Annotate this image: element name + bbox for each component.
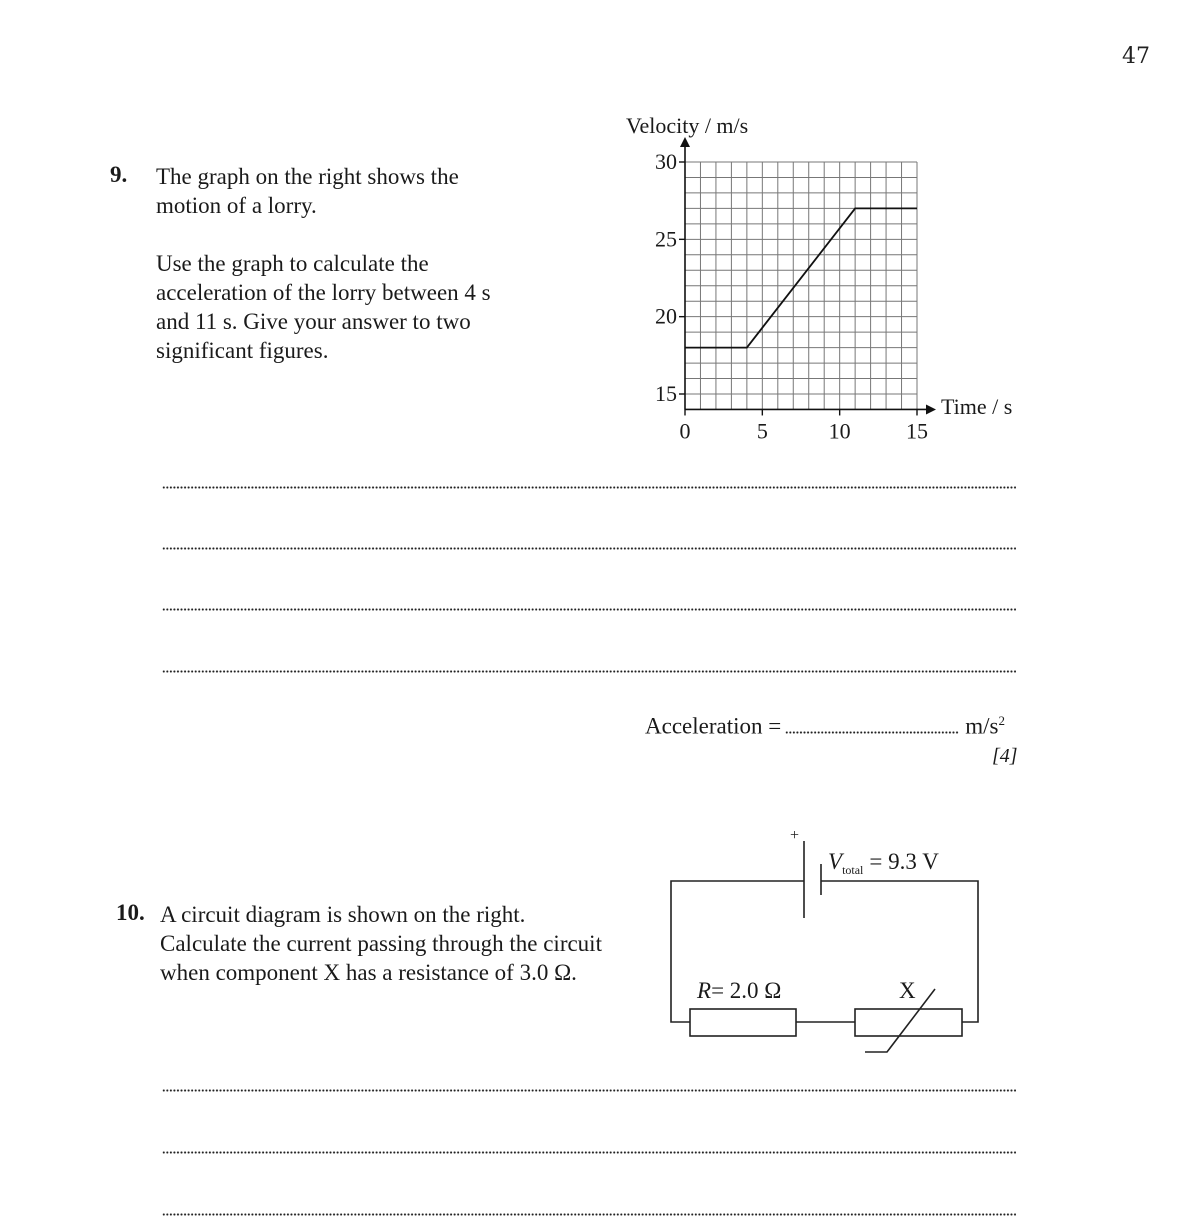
question-10-text bbox=[160, 900, 640, 987]
svg-text:15: 15 bbox=[906, 418, 928, 444]
svg-text:10: 10 bbox=[828, 418, 851, 444]
voltage-symbol: V bbox=[828, 849, 843, 874]
velocity-line bbox=[685, 208, 917, 347]
page-number: 47 bbox=[1122, 44, 1150, 69]
question-10-line-1: A circuit diagram is shown on the right. bbox=[160, 902, 526, 927]
voltage-subscript: total bbox=[842, 863, 864, 877]
question-10-line-3: when component X has a resistance of 3.0 Ω. bbox=[160, 960, 577, 985]
answer-line-q9-2[interactable] bbox=[162, 547, 1016, 550]
graph-axes bbox=[680, 137, 936, 414]
resistor-r bbox=[690, 1009, 796, 1036]
answer-line-q9-3[interactable] bbox=[162, 608, 1016, 611]
answer-line-q10-1[interactable] bbox=[162, 1089, 1016, 1092]
svg-text:25: 25 bbox=[655, 226, 677, 252]
graph-grid bbox=[685, 162, 917, 409]
resistor-value: = 2.0 Ω bbox=[711, 978, 782, 1003]
voltage-label bbox=[828, 849, 939, 877]
svg-text:15: 15 bbox=[655, 381, 677, 406]
question-9-marks: [4] bbox=[992, 745, 1018, 767]
answer-line-q10-2[interactable] bbox=[162, 1151, 1016, 1154]
y-axis-label: Velocity / m/s bbox=[626, 113, 749, 138]
acceleration-unit: m/s bbox=[965, 713, 999, 739]
svg-text:30: 30 bbox=[655, 149, 677, 174]
battery-plus-sign: + bbox=[790, 827, 800, 844]
acceleration-label: Acceleration = bbox=[645, 713, 782, 739]
question-10-line-2: Calculate the current passing through the circuit bbox=[160, 931, 602, 956]
resistor-symbol: R bbox=[697, 978, 712, 1003]
svg-text:5: 5 bbox=[756, 418, 768, 444]
x-axis-label: Time / s bbox=[941, 394, 1013, 419]
answer-line-q10-3[interactable] bbox=[162, 1213, 1016, 1216]
svg-text:20: 20 bbox=[655, 303, 677, 329]
question-9-paragraph-2: Use the graph to calculate the acceleration of the lorry between 4 s and 11 s. Give your answer to two significant figures. bbox=[156, 251, 491, 363]
circuit-diagram bbox=[640, 815, 1010, 1075]
question-9-number: 9. bbox=[110, 162, 128, 187]
svg-text:0: 0 bbox=[679, 418, 691, 444]
question-9-paragraph-1: The graph on the right shows the motion of a lorry. bbox=[156, 164, 459, 218]
acceleration-unit-exponent: 2 bbox=[998, 713, 1005, 728]
acceleration-answer-row bbox=[645, 713, 1005, 740]
answer-line-q9-1[interactable] bbox=[162, 486, 1016, 489]
voltage-value: = 9.3 V bbox=[869, 849, 939, 874]
question-10-number: 10. bbox=[116, 900, 145, 925]
velocity-time-graph bbox=[0, 0, 1200, 460]
component-x-label: X bbox=[899, 978, 916, 1003]
acceleration-answer-field[interactable] bbox=[785, 731, 959, 734]
answer-line-q9-4[interactable] bbox=[162, 670, 1016, 673]
resistor-label bbox=[696, 978, 781, 1003]
